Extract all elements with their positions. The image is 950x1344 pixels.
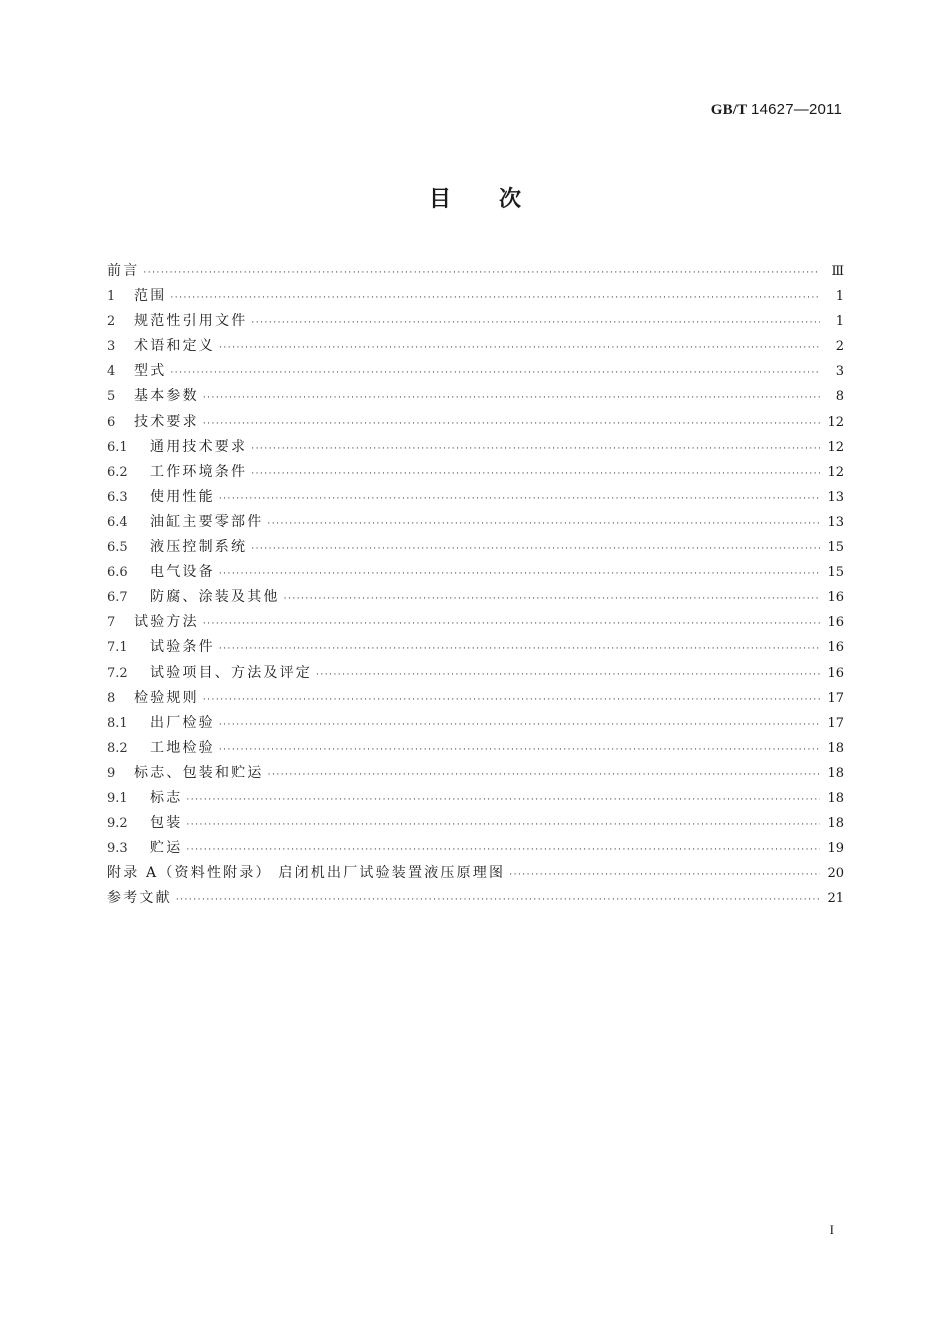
toc-entry-page: 12 xyxy=(827,464,844,480)
toc-entry-page: 16 xyxy=(827,590,844,606)
toc-entry-number: 6.4 xyxy=(107,514,128,530)
toc-entry[interactable] xyxy=(107,460,844,485)
toc-entry-label: 检验规则 xyxy=(134,689,199,706)
toc-entry-number: 9.1 xyxy=(107,790,128,806)
toc-entry-label: 标志、包装和贮运 xyxy=(134,764,264,781)
toc-entry-number: 8 xyxy=(107,690,116,706)
toc-entry[interactable] xyxy=(107,259,844,284)
toc-entry-number: 3 xyxy=(107,339,116,355)
dot-leader xyxy=(186,838,820,863)
toc-entry-label: 油缸主要零部件 xyxy=(150,513,264,530)
toc-entry-label: 试验方法 xyxy=(134,614,199,631)
toc-entry-number: 8.2 xyxy=(107,740,128,756)
page-title: 目次 xyxy=(428,187,569,212)
dot-leader xyxy=(219,637,820,662)
toc-entry[interactable] xyxy=(107,811,844,836)
toc-entry-number: 6.3 xyxy=(107,489,128,505)
dot-leader xyxy=(219,713,820,738)
toc-entry-label: 工作环境条件 xyxy=(150,463,248,480)
toc-entry-label: 型式 xyxy=(134,363,167,380)
toc-entry-page: 16 xyxy=(827,665,844,681)
dot-leader xyxy=(219,487,820,512)
toc-entry[interactable] xyxy=(107,334,844,359)
dot-leader xyxy=(267,512,820,537)
toc-entry-label: 试验项目、方法及评定 xyxy=(150,664,312,681)
dot-leader xyxy=(219,738,820,763)
toc-entry-number: 9 xyxy=(107,765,116,781)
dot-leader xyxy=(251,537,820,562)
page-number: I xyxy=(829,1222,834,1237)
toc-entry[interactable] xyxy=(107,410,844,435)
dot-leader xyxy=(203,612,820,637)
toc-entry-page: 18 xyxy=(827,740,844,756)
toc-entry[interactable] xyxy=(107,610,844,635)
toc-entry-number: 9.2 xyxy=(107,816,128,832)
toc-entry-page: 13 xyxy=(827,514,844,530)
dot-leader xyxy=(316,663,820,688)
toc-entry-page: 18 xyxy=(827,765,844,781)
toc-entry-page: 12 xyxy=(827,414,844,430)
dot-leader xyxy=(170,361,820,386)
toc-entry[interactable] xyxy=(107,585,844,610)
toc-entry-number: 2 xyxy=(107,314,116,330)
toc-entry-label: 标志 xyxy=(150,789,183,806)
toc-entry[interactable] xyxy=(107,284,844,309)
toc-entry[interactable] xyxy=(107,836,844,861)
toc-entry-page: 20 xyxy=(827,866,844,882)
toc-entry-label: 附录 A（资料性附录） 启闭机出厂试验装置液压原理图 xyxy=(107,865,506,882)
toc-entry-page: 17 xyxy=(827,715,844,731)
toc-entry-label: 贮运 xyxy=(150,840,183,857)
toc-entry-label: 工地检验 xyxy=(150,739,215,756)
toc-entry[interactable] xyxy=(107,435,844,460)
dot-leader xyxy=(143,261,820,286)
standard-code: 14627—2011 xyxy=(751,101,842,118)
toc-entry-number: 7.1 xyxy=(107,640,128,656)
dot-leader xyxy=(176,888,820,913)
toc-entry-number: 4 xyxy=(107,364,116,380)
toc-entry[interactable] xyxy=(107,560,844,585)
table-of-contents xyxy=(107,259,844,911)
toc-entry-label: 技术要求 xyxy=(134,413,199,430)
toc-entry-page: 15 xyxy=(827,565,844,581)
dot-leader xyxy=(284,587,820,612)
toc-entry-page: 18 xyxy=(827,816,844,832)
toc-entry-label: 液压控制系统 xyxy=(150,539,248,556)
toc-entry[interactable] xyxy=(107,686,844,711)
dot-leader xyxy=(186,788,820,813)
toc-entry-label: 出厂检验 xyxy=(150,714,215,731)
toc-entry-page: 13 xyxy=(827,489,844,505)
toc-entry-number: 5 xyxy=(107,389,116,405)
toc-entry[interactable] xyxy=(107,535,844,560)
dot-leader xyxy=(203,688,820,713)
standard-prefix: GB/T xyxy=(710,102,752,118)
toc-entry-page: 1 xyxy=(835,314,844,330)
toc-entry[interactable] xyxy=(107,510,844,535)
toc-entry-label: 参考文献 xyxy=(107,890,172,907)
dot-leader xyxy=(203,386,820,411)
toc-entry[interactable] xyxy=(107,711,844,736)
toc-entry[interactable] xyxy=(107,736,844,761)
dot-leader xyxy=(509,863,820,888)
toc-entry[interactable] xyxy=(107,886,844,911)
toc-entry-number: 6.2 xyxy=(107,464,128,480)
toc-entry[interactable] xyxy=(107,309,844,334)
standard-number xyxy=(711,101,842,119)
toc-entry-page: 18 xyxy=(827,790,844,806)
toc-entry-page: Ⅲ xyxy=(831,264,844,279)
toc-entry-page: 16 xyxy=(827,640,844,656)
dot-leader xyxy=(268,763,820,788)
toc-entry[interactable] xyxy=(107,485,844,510)
toc-entry-number: 9.3 xyxy=(107,841,128,857)
toc-entry-number: 6.7 xyxy=(107,590,128,606)
toc-entry-page: 15 xyxy=(827,540,844,556)
toc-entry[interactable] xyxy=(107,861,844,886)
toc-entry-label: 使用性能 xyxy=(150,488,215,505)
toc-entry[interactable] xyxy=(107,359,844,384)
toc-entry-label: 范围 xyxy=(134,288,167,305)
toc-entry[interactable] xyxy=(107,384,844,409)
toc-entry-page: 2 xyxy=(835,339,844,355)
toc-entry-number: 7.2 xyxy=(107,665,128,681)
toc-entry-page: 21 xyxy=(827,891,844,907)
toc-entry-page: 8 xyxy=(835,389,844,405)
toc-entry-label: 通用技术要求 xyxy=(150,438,248,455)
toc-entry-label: 基本参数 xyxy=(134,388,199,405)
toc-entry-page: 12 xyxy=(827,439,844,455)
toc-entry-number: 6.6 xyxy=(107,565,128,581)
toc-entry[interactable] xyxy=(107,661,844,686)
toc-entry-page: 17 xyxy=(827,690,844,706)
dot-leader xyxy=(186,813,820,838)
dot-leader xyxy=(251,311,820,336)
dot-leader xyxy=(170,286,820,311)
toc-entry-label: 规范性引用文件 xyxy=(134,313,248,330)
toc-entry-number: 1 xyxy=(107,289,116,305)
dot-leader xyxy=(219,336,820,361)
toc-entry-label: 电气设备 xyxy=(150,564,215,581)
toc-entry-label: 术语和定义 xyxy=(134,338,215,355)
toc-entry-label: 包装 xyxy=(150,815,183,832)
toc-entry-page: 16 xyxy=(827,615,844,631)
dot-leader xyxy=(251,462,820,487)
toc-entry-number: 7 xyxy=(107,615,116,631)
dot-leader xyxy=(251,437,820,462)
toc-entry-number: 6.1 xyxy=(107,439,128,455)
toc-entry-page: 3 xyxy=(835,364,844,380)
toc-entry-number: 6 xyxy=(107,414,116,430)
toc-entry-number: 6.5 xyxy=(107,540,128,556)
toc-entry-page: 1 xyxy=(835,289,844,305)
toc-entry[interactable] xyxy=(107,786,844,811)
toc-entry-label: 防腐、涂装及其他 xyxy=(150,589,280,606)
dot-leader xyxy=(219,562,820,587)
toc-entry[interactable] xyxy=(107,635,844,660)
toc-entry-label: 试验条件 xyxy=(150,639,215,656)
toc-entry-page: 19 xyxy=(827,841,844,857)
toc-entry-label: 前言 xyxy=(107,263,140,279)
toc-entry[interactable] xyxy=(107,761,844,786)
dot-leader xyxy=(203,412,820,437)
toc-entry-number: 8.1 xyxy=(107,715,128,731)
